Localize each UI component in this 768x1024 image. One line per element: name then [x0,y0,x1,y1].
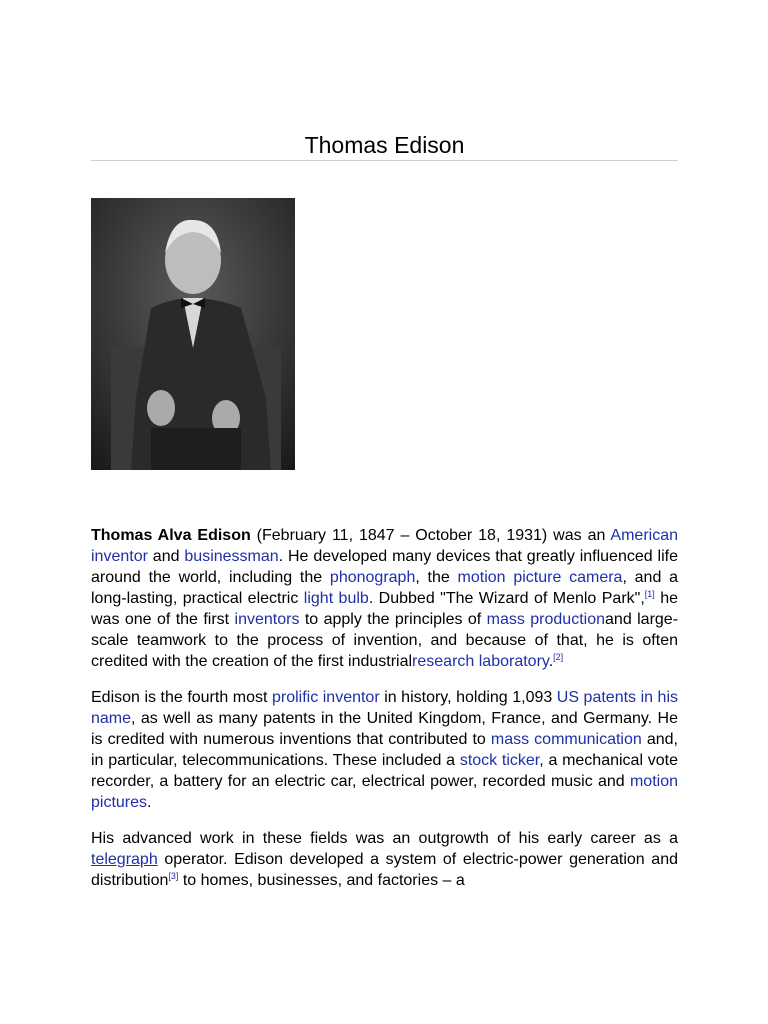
link-us-patents[interactable]: US patents in his name [91,689,679,727]
link-research-laboratory[interactable]: research laboratory [412,653,549,670]
text: , as well as many patents in the United Kingdom, France, and Germany. He is credited with numerous inventions that contributed to [91,710,678,748]
text: , a mechanical vote recorder, a battery for an electric car, electrical power, recorded music and [91,752,678,790]
footnote-ref-3[interactable]: [3] [168,871,179,881]
text: (February 11, 1847 – October 18, 1931) was an [250,527,611,544]
paragraph-2 [91,687,678,813]
link-motion-picture-camera[interactable]: motion picture camera [457,569,623,586]
text: Edison is the fourth most [91,689,272,706]
footnote-ref-1[interactable]: [1] [644,589,655,599]
text: operator. Edison developed a system of electric-power generation and distribution [91,851,678,889]
link-motion-pictures[interactable]: motion pictures [91,773,678,811]
paragraph-1 [91,525,678,672]
text: . [147,794,152,811]
page-title: Thomas Edison [304,132,465,158]
subject-name: Thomas Alva Edison [91,527,251,544]
portrait-image [91,198,295,470]
link-phonograph[interactable]: phonograph [329,569,416,586]
link-light-bulb[interactable]: light bulb [303,590,369,607]
link-american-inventor[interactable]: American inventor [91,527,678,565]
text: in history, holding 1,093 [379,689,557,706]
text: , and a long-lasting, practical electric [91,569,678,607]
text: and, in particular, telecommunications. These included a [91,731,678,769]
text: His advanced work in these fields was an outgrowth of his early career as a [91,830,678,847]
link-businessman[interactable]: businessman [184,548,279,565]
text: he was one of the first [91,590,679,628]
text: . [548,653,554,670]
text: and large-scale teamwork to the process of invention, and because of that, he is often credited with the creation of the first industrial [91,611,679,670]
link-prolific-inventor[interactable]: prolific inventor [271,689,380,706]
link-inventors[interactable]: inventors [234,611,300,628]
paragraph-3 [91,828,678,891]
text: . Dubbed "The Wizard of Menlo Park", [368,590,645,607]
text: and [147,548,185,565]
link-mass-communication[interactable]: mass communication [490,731,642,748]
text: to homes, businesses, and factories – a [178,872,465,889]
link-stock-ticker[interactable]: stock ticker [459,752,540,769]
text: , the [415,569,458,586]
text: to apply the principles of [299,611,487,628]
article-body [91,525,678,906]
text: . He developed many devices that greatly influenced life around the world, including the [91,548,678,586]
link-telegraph[interactable]: telegraph [91,851,158,868]
link-mass-production[interactable]: mass production [486,611,606,628]
title-divider [91,160,678,161]
footnote-ref-2[interactable]: [2] [553,652,564,662]
